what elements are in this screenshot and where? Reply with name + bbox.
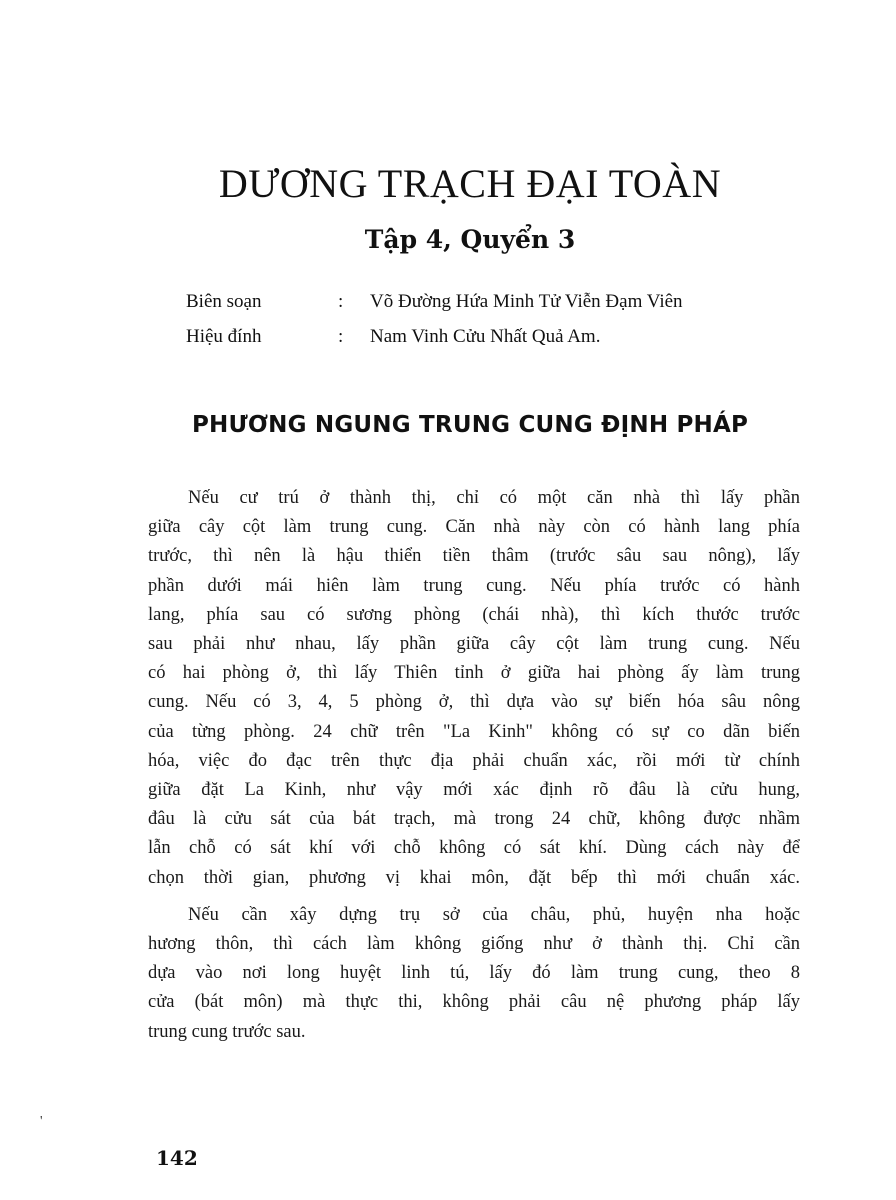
paragraph-1 — [148, 484, 800, 893]
paragraph-2 — [148, 901, 800, 1047]
credit-row-editor — [186, 284, 683, 319]
text-line: có hai phòng ở, thì lấy Thiên tỉnh ở giữa hai phòng ấy làm trung — [148, 663, 800, 684]
credit-label: Hiệu đính — [186, 325, 262, 347]
credit-label: Biên soạn — [186, 290, 262, 312]
book-title: DƯƠNG TRẠCH ĐẠI TOÀN — [218, 161, 722, 206]
text-line: cung. Nếu có 3, 4, 5 phòng ở, thì dựa vào sự biến hóa sâu nông — [148, 692, 800, 713]
credit-value: Võ Đường Hứa Minh Tử Viễn Đạm Viên — [370, 290, 683, 312]
text-line: đâu là cửu sát của bát trạch, mà trong 24 chữ, không được nhầm — [148, 809, 800, 830]
text-line: chọn thời gian, phương vị khai môn, đặt bếp thì mới chuẩn xác. — [148, 867, 800, 888]
credits-block — [186, 284, 683, 354]
credit-separator: : — [338, 325, 344, 347]
text-line: hương thôn, thì cách làm không giống như ở thành thị. Chỉ cần — [148, 934, 800, 955]
text-line: Nếu cư trú ở thành thị, chỉ có một căn nhà thì lấy phần — [188, 488, 800, 508]
text-line: lang, phía sau có sương phòng (chái nhà), thì kích thước trước — [148, 604, 800, 625]
text-line: sau phải như nhau, lấy phần giữa cây cột làm trung cung. Nếu — [148, 634, 800, 655]
body-text — [148, 484, 800, 1055]
text-line: cửa (bát môn) mà thực thi, không phải câu nệ phương pháp lấy — [148, 992, 800, 1013]
text-line: trung cung trước sau. — [148, 1021, 306, 1042]
text-line: Nếu cần xây dựng trụ sở của châu, phủ, huyện nha hoặc — [188, 904, 800, 925]
text-line: của từng phòng. 24 chữ trên "La Kinh" không có sự co dãn biến — [148, 721, 800, 742]
text-line: phần dưới mái hiên làm trung cung. Nếu phía trước có hành — [148, 575, 800, 596]
page-number: 142 — [156, 1146, 198, 1170]
text-line: giữa cây cột làm trung cung. Căn nhà này còn có hành lang phía — [148, 517, 800, 538]
stray-mark: ' — [40, 1114, 43, 1129]
credit-row-reviser — [186, 319, 683, 354]
text-line: trước, thì nên là hậu thiển tiền thâm (trước sâu sau nông), lấy — [148, 546, 800, 567]
text-line: giữa đặt La Kinh, như vậy mới xác định rõ đâu là cửu hung, — [148, 780, 800, 801]
text-line: lẫn chỗ có sát khí với chỗ không có sát khí. Dùng cách này để — [148, 838, 800, 859]
book-subtitle: Tập 4, Quyển 3 — [364, 225, 576, 254]
credit-value: Nam Vinh Cửu Nhất Quả Am. — [370, 325, 601, 347]
text-line: hóa, việc đo đạc trên thực địa phải chuẩn xác, rồi mới từ chính — [148, 750, 800, 771]
section-heading: PHƯƠNG NGUNG TRUNG CUNG ĐỊNH PHÁP — [191, 412, 749, 438]
text-line: dựa vào nơi long huyệt linh tú, lấy đó làm trung cung, theo 8 — [148, 963, 800, 984]
credit-separator: : — [338, 290, 344, 312]
